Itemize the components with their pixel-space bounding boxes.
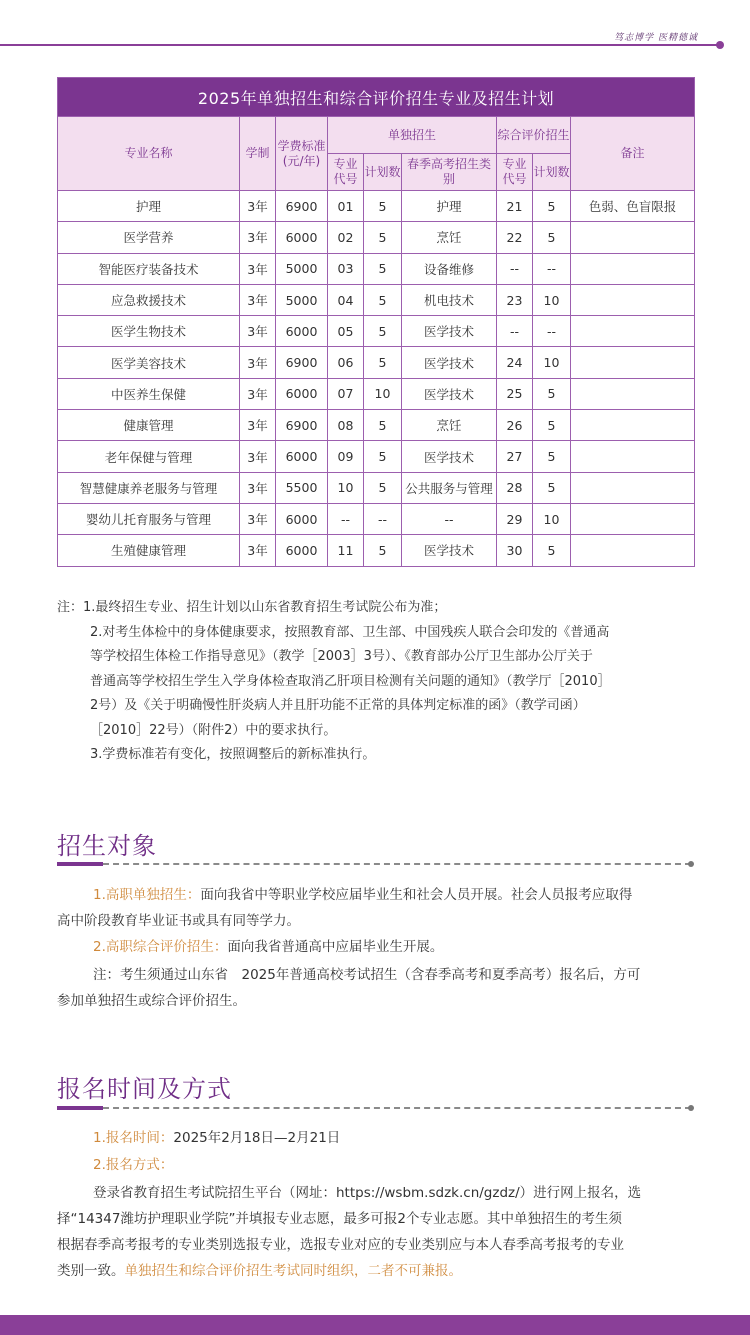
cell-comp-plan: -- <box>533 316 571 347</box>
cell-major-name: 应急救援技术 <box>58 284 240 315</box>
cell-comp-code: 27 <box>497 441 533 472</box>
table-title: 2025年单独招生和综合评价招生专业及招生计划 <box>58 78 695 117</box>
cell-tuition: 5000 <box>276 284 328 315</box>
header-remark: 备注 <box>571 117 695 191</box>
section-title-admission-target: 招生对象 <box>57 832 157 860</box>
header-code-text: 专业代号 <box>333 157 358 186</box>
header-comprehensive-text: 综合评价招生 <box>497 127 570 142</box>
registration-method-body <box>57 1180 697 1284</box>
cell-comp-plan: 10 <box>533 503 571 534</box>
cell-plan: 5 <box>364 191 402 222</box>
cell-remark <box>571 535 695 566</box>
target-paragraph-1 <box>57 882 697 934</box>
cell-tuition: 5500 <box>276 472 328 503</box>
registration-time-value: 2025年2月18日—2月21日 <box>173 1130 341 1146</box>
cell-spring-category: 机电技术 <box>402 284 497 315</box>
header-plan-text: 计划数 <box>364 164 401 179</box>
cell-spring-category: 烹饪 <box>402 410 497 441</box>
header-single-group: 单独招生 <box>328 117 497 154</box>
cell-code: 08 <box>328 410 364 441</box>
cell-comp-code: -- <box>497 316 533 347</box>
table-row <box>58 191 695 222</box>
cell-comp-plan: 10 <box>533 284 571 315</box>
cell-code: 10 <box>328 472 364 503</box>
table-row <box>58 316 695 347</box>
cell-major-name: 医学美容技术 <box>58 347 240 378</box>
cell-remark: 色弱、色盲限报 <box>571 191 695 222</box>
cell-comp-code: 29 <box>497 503 533 534</box>
cell-comp-plan: 5 <box>533 535 571 566</box>
cell-comp-code: 26 <box>497 410 533 441</box>
cell-spring-category: 医学技术 <box>402 378 497 409</box>
target-note <box>57 962 697 1014</box>
registration-time <box>57 1125 697 1151</box>
cell-plan: 10 <box>364 378 402 409</box>
cell-comp-code: 24 <box>497 347 533 378</box>
cell-major-name: 医学营养 <box>58 222 240 253</box>
cell-plan: 5 <box>364 441 402 472</box>
cell-plan: 5 <box>364 347 402 378</box>
cell-duration: 3年 <box>240 472 276 503</box>
cell-spring-category: 设备维修 <box>402 253 497 284</box>
target-paragraph-2 <box>57 934 697 960</box>
table-row <box>58 535 695 566</box>
cell-remark <box>571 347 695 378</box>
notes-block <box>57 596 697 768</box>
cell-remark <box>571 503 695 534</box>
admission-plan-table <box>57 77 695 567</box>
cell-tuition: 6000 <box>276 441 328 472</box>
cell-plan: 5 <box>364 316 402 347</box>
section-dashed-line-dot <box>688 861 694 867</box>
cell-major-name: 智能医疗装备技术 <box>58 253 240 284</box>
cell-remark <box>571 253 695 284</box>
cell-duration: 3年 <box>240 284 276 315</box>
cell-comp-plan: -- <box>533 253 571 284</box>
cell-code: 06 <box>328 347 364 378</box>
cell-tuition: 6000 <box>276 535 328 566</box>
section-underline-bar <box>57 862 103 866</box>
section-title-registration: 报名时间及方式 <box>57 1075 232 1103</box>
cell-duration: 3年 <box>240 378 276 409</box>
cell-comp-plan: 5 <box>533 378 571 409</box>
cell-spring-category: 公共服务与管理 <box>402 472 497 503</box>
cell-comp-code: 21 <box>497 191 533 222</box>
note-2-line-3: 普通高等学校招生学生入学身体检查取消乙肝项目检测有关问题的通知》（教学厅［2010］ <box>90 673 611 689</box>
cell-duration: 3年 <box>240 410 276 441</box>
cell-comp-plan: 5 <box>533 472 571 503</box>
cell-spring-category: 护理 <box>402 191 497 222</box>
header-comprehensive-group <box>497 117 571 154</box>
section-dashed-line <box>103 863 691 865</box>
header-comp-code-text: 专业代号 <box>502 157 527 186</box>
note-2-line-4: 2号）及《关于明确慢性肝炎病人并且肝功能不正常的具体判定标准的函》（教学司函） <box>90 698 586 713</box>
cell-plan: -- <box>364 503 402 534</box>
method-line-b: 择“14347潍坊护理职业学院”并填报专业志愿，最多可报2个专业志愿。其中单独招生的考生须 <box>57 1211 623 1227</box>
cell-spring-category: 医学技术 <box>402 441 497 472</box>
header-comp-plan <box>533 154 571 191</box>
cell-tuition: 5000 <box>276 253 328 284</box>
target-1-label: 1.高职单独招生： <box>93 887 201 903</box>
target-2-text: 面向我省普通高中应届毕业生开展。 <box>227 939 444 955</box>
cell-duration: 3年 <box>240 253 276 284</box>
method-line-c: 根据春季高考报考的专业类别选报专业，选报专业对应的专业类别应与本人春季高考报考的专业 <box>57 1237 624 1253</box>
table-row <box>58 441 695 472</box>
header-spring-category <box>402 154 497 191</box>
cell-plan: 5 <box>364 253 402 284</box>
table-body <box>58 191 695 567</box>
header-major-name: 专业名称 <box>58 117 240 191</box>
header-comp-code <box>497 154 533 191</box>
table-row <box>58 378 695 409</box>
cell-comp-code: -- <box>497 253 533 284</box>
registration-method-heading <box>57 1152 697 1178</box>
cell-major-name: 健康管理 <box>58 410 240 441</box>
cell-comp-plan: 10 <box>533 347 571 378</box>
cell-remark <box>571 472 695 503</box>
cell-major-name: 医学生物技术 <box>58 316 240 347</box>
cell-tuition: 6900 <box>276 191 328 222</box>
cell-code: 09 <box>328 441 364 472</box>
bottom-band <box>0 1315 750 1335</box>
note-2-line-1: 2.对考生体检中的身体健康要求，按照教育部、卫生部、中国残疾人联合会印发的《普通高 <box>90 624 610 640</box>
note-2-line-5: ［2010］22号）（附件2）中的要求执行。 <box>90 722 337 738</box>
note-2-line-2: 等学校招生体检工作指导意见》（教学［2003］3号）、《教育部办公厅卫生部办公厅关于 <box>90 649 593 664</box>
cell-major-name: 老年保健与管理 <box>58 441 240 472</box>
cell-remark <box>571 378 695 409</box>
cell-code: 02 <box>328 222 364 253</box>
method-line-d: 类别一致。 <box>57 1263 125 1279</box>
cell-plan: 5 <box>364 535 402 566</box>
cell-spring-category: 医学技术 <box>402 347 497 378</box>
target-1-text-b: 高中阶段教育毕业证书或具有同等学力。 <box>57 913 300 929</box>
cell-duration: 3年 <box>240 316 276 347</box>
cell-code: 04 <box>328 284 364 315</box>
target-note-a: 注：考生须通过山东省 2025年普通高校考试招生（含春季高考和夏季高考）报名后，方可 <box>93 967 641 983</box>
header-duration: 学制 <box>240 117 276 191</box>
cell-spring-category: 医学技术 <box>402 316 497 347</box>
registration-time-label: 1.报名时间： <box>93 1130 174 1146</box>
cell-duration: 3年 <box>240 222 276 253</box>
table-row <box>58 347 695 378</box>
cell-major-name: 生殖健康管理 <box>58 535 240 566</box>
cell-duration: 3年 <box>240 503 276 534</box>
cell-duration: 3年 <box>240 535 276 566</box>
header-spring-category-text: 春季高考招生类别 <box>406 157 491 186</box>
cell-comp-code: 28 <box>497 472 533 503</box>
cell-spring-category: 烹饪 <box>402 222 497 253</box>
cell-remark <box>571 441 695 472</box>
cell-spring-category: 医学技术 <box>402 535 497 566</box>
cell-comp-plan: 5 <box>533 410 571 441</box>
cell-plan: 5 <box>364 284 402 315</box>
cell-remark <box>571 284 695 315</box>
cell-tuition: 6900 <box>276 347 328 378</box>
table-row <box>58 410 695 441</box>
cell-tuition: 6000 <box>276 222 328 253</box>
section-dashed-line-dot <box>688 1105 694 1111</box>
header-tuition-text: 学费标准(元/年) <box>277 138 326 168</box>
cell-comp-code: 30 <box>497 535 533 566</box>
cell-plan: 5 <box>364 472 402 503</box>
cell-duration: 3年 <box>240 191 276 222</box>
table-row <box>58 253 695 284</box>
cell-major-name: 婴幼儿托育服务与管理 <box>58 503 240 534</box>
method-line-a: 登录省教育招生考试院招生平台（网址：https://wsbm.sdzk.cn/gzdz/）进行网上报名，选 <box>93 1185 642 1201</box>
section-underline-bar <box>57 1106 103 1110</box>
cell-spring-category: -- <box>402 503 497 534</box>
target-1-text-a: 面向我省中等职业学校应届毕业生和社会人员开展。社会人员报考应取得 <box>200 887 633 903</box>
header-tuition <box>276 117 328 191</box>
note-3: 3.学费标准若有变化，按照调整后的新标准执行。 <box>90 747 376 762</box>
table-row <box>58 284 695 315</box>
top-rule <box>0 44 718 46</box>
cell-remark <box>571 410 695 441</box>
header-motto: 笃志博学 医精德诚 <box>614 33 698 43</box>
cell-code: 11 <box>328 535 364 566</box>
top-rule-end-dot <box>716 41 724 49</box>
cell-duration: 3年 <box>240 347 276 378</box>
header-comp-plan-text: 计划数 <box>533 164 570 179</box>
cell-comp-code: 22 <box>497 222 533 253</box>
header-code <box>328 154 364 191</box>
method-line-e: 单独招生和综合评价招生考试同时组织，二者不可兼报。 <box>124 1263 462 1279</box>
target-2-label: 2.高职综合评价招生： <box>93 939 228 955</box>
section-dashed-line <box>103 1107 691 1109</box>
table-row <box>58 503 695 534</box>
cell-code: 05 <box>328 316 364 347</box>
table-row <box>58 472 695 503</box>
cell-comp-plan: 5 <box>533 441 571 472</box>
cell-remark <box>571 222 695 253</box>
target-note-b: 参加单独招生或综合评价招生。 <box>57 993 246 1009</box>
cell-major-name: 智慧健康养老服务与管理 <box>58 472 240 503</box>
cell-comp-code: 23 <box>497 284 533 315</box>
cell-comp-plan: 5 <box>533 191 571 222</box>
header-plan <box>364 154 402 191</box>
cell-tuition: 6000 <box>276 503 328 534</box>
cell-code: 03 <box>328 253 364 284</box>
cell-tuition: 6000 <box>276 316 328 347</box>
cell-remark <box>571 316 695 347</box>
cell-code: 01 <box>328 191 364 222</box>
cell-comp-plan: 5 <box>533 222 571 253</box>
cell-plan: 5 <box>364 222 402 253</box>
cell-major-name: 护理 <box>58 191 240 222</box>
registration-method-label: 2.报名方式： <box>93 1157 174 1173</box>
cell-major-name: 中医养生保健 <box>58 378 240 409</box>
table-row <box>58 222 695 253</box>
cell-tuition: 6900 <box>276 410 328 441</box>
cell-comp-code: 25 <box>497 378 533 409</box>
cell-tuition: 6000 <box>276 378 328 409</box>
note-1: 注：1.最终招生专业、招生计划以山东省教育招生考试院公布为准； <box>57 600 447 615</box>
cell-code: -- <box>328 503 364 534</box>
cell-plan: 5 <box>364 410 402 441</box>
cell-code: 07 <box>328 378 364 409</box>
cell-duration: 3年 <box>240 441 276 472</box>
